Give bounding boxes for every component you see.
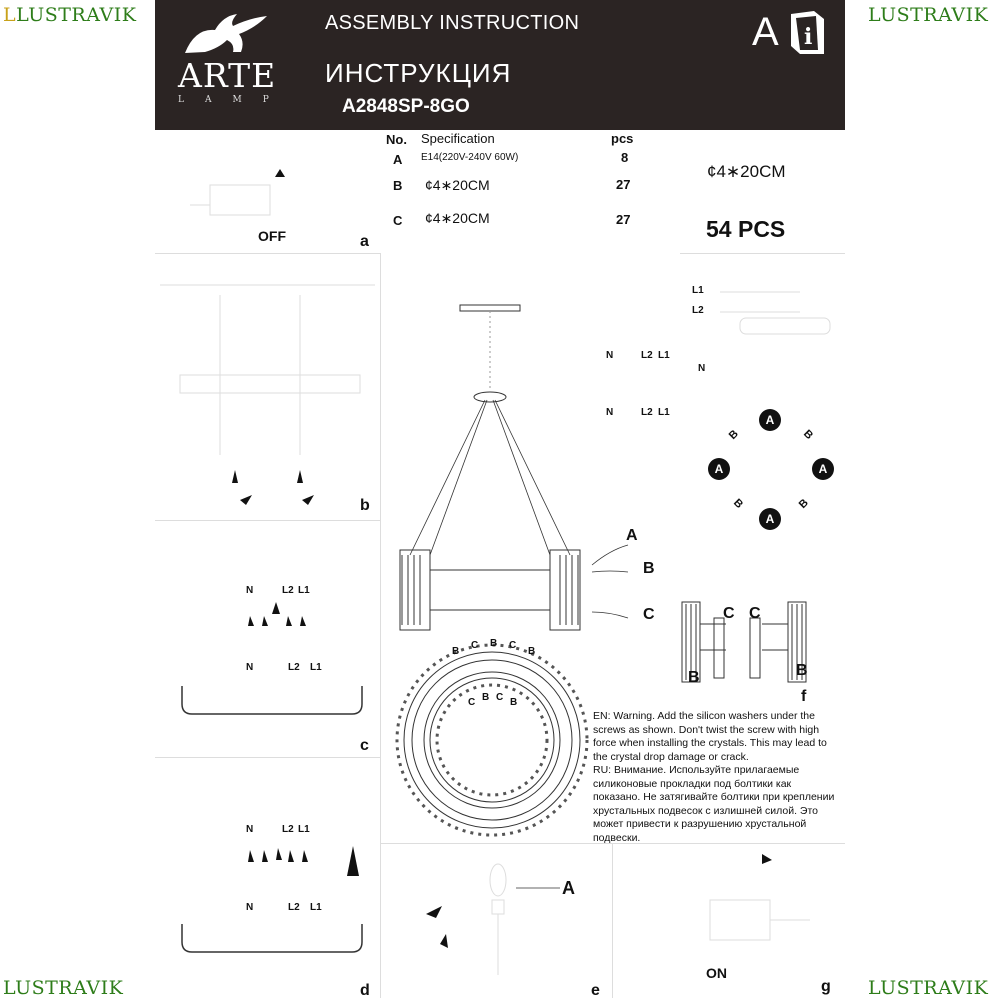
griffin-logo-icon bbox=[175, 8, 275, 58]
row-b-no: B bbox=[393, 178, 403, 193]
terminal-block bbox=[720, 290, 840, 350]
step-g-label: g bbox=[821, 978, 831, 995]
mid-wire-l2-bottom: L2 bbox=[641, 407, 653, 418]
watermark-bottom-right: LUSTRAVIK bbox=[868, 977, 989, 999]
row-a-spec: E14(220V-240V 60W) bbox=[421, 152, 519, 163]
warning-note bbox=[593, 710, 841, 845]
c-canopy bbox=[180, 684, 365, 718]
row-c-no: C bbox=[393, 213, 403, 228]
arrow-icon bbox=[240, 495, 252, 505]
step-a-diagram bbox=[180, 165, 370, 235]
f-part-c-right: C bbox=[749, 605, 761, 622]
arrow-icon bbox=[302, 495, 314, 505]
arrow-icon bbox=[440, 934, 448, 948]
warning-ru: RU: Внимание. Используйте прилагаемые силиконовые прокладки под болтики как показано. Не затягивайте болтики при креплении хрустальных подвесок с излишней силой. Это может привести к разрушению хрустальной подвески. bbox=[593, 764, 835, 844]
c-wire-l1-top: L1 bbox=[298, 585, 310, 596]
chandelier-drawing bbox=[390, 265, 605, 645]
ring-b-1: B bbox=[452, 646, 460, 657]
title-en: ASSEMBLY INSTRUCTION bbox=[325, 12, 580, 34]
d-wire-n-bottom: N bbox=[246, 902, 254, 913]
layout-a-3: A bbox=[818, 462, 828, 476]
col-spec: Specification bbox=[421, 131, 495, 146]
mid-wire-l1-bottom: L1 bbox=[658, 407, 670, 418]
f-part-b-left: B bbox=[688, 669, 700, 686]
part-a-label: A bbox=[626, 527, 638, 544]
c-wire-l1-bottom: L1 bbox=[310, 662, 322, 673]
row-b-pcs: 27 bbox=[616, 177, 631, 192]
step-a-label: a bbox=[360, 233, 369, 250]
mid-wire-n-top: N bbox=[606, 350, 614, 361]
step-e-label: e bbox=[591, 982, 600, 999]
ring-top-view bbox=[395, 640, 590, 840]
right-wire-l2: L2 bbox=[692, 305, 704, 316]
brand-name: ARTE bbox=[178, 56, 277, 95]
step-g-diagram bbox=[680, 850, 820, 960]
arrow-icon bbox=[762, 854, 772, 864]
arrow-icon bbox=[275, 169, 285, 177]
ring-c-3: C bbox=[468, 697, 476, 708]
step-b-label: b bbox=[360, 497, 370, 514]
warning-en: EN: Warning. Add the silicon washers under the screws as shown. Don't twist the screw with high force when installing the crystals. This may lead to the crystal drop damage or crack. bbox=[593, 710, 827, 763]
step-e-diagram bbox=[420, 860, 570, 980]
layout-b-1: B bbox=[726, 427, 741, 442]
info-letter: i bbox=[804, 24, 813, 50]
d-wire-l1-top: L1 bbox=[298, 824, 310, 835]
step-d-label: d bbox=[360, 982, 370, 999]
part-c-label: C bbox=[643, 606, 655, 623]
pointer-lines bbox=[590, 540, 630, 630]
ring-b-5: B bbox=[510, 697, 518, 708]
arrow-icon bbox=[297, 470, 303, 483]
title-ru: ИНСТРУКЦИЯ bbox=[325, 58, 512, 88]
step-a-state: OFF bbox=[258, 228, 286, 244]
arrow-icon bbox=[232, 470, 238, 483]
f-part-b-right: B bbox=[796, 662, 808, 679]
layout-b-2: B bbox=[801, 427, 816, 442]
step-b-diagram bbox=[160, 255, 375, 515]
c-connector-arrows bbox=[240, 600, 320, 630]
c-wire-l2-bottom: L2 bbox=[288, 662, 300, 673]
info-book-icon bbox=[788, 10, 828, 56]
step-e-part: A bbox=[562, 878, 575, 898]
layout-a-4: A bbox=[765, 512, 775, 526]
spec-table bbox=[383, 130, 643, 240]
layout-a-2: A bbox=[714, 462, 724, 476]
part-b-label: B bbox=[643, 560, 655, 577]
d-connector-arrows bbox=[240, 842, 370, 882]
row-c-spec: ¢4∗20CM bbox=[425, 210, 490, 226]
row-a-pcs: 8 bbox=[621, 150, 629, 165]
layout-b-3: B bbox=[731, 496, 746, 511]
ring-c-4: C bbox=[496, 692, 504, 703]
step-c-label: c bbox=[360, 737, 369, 754]
total-pcs: 54 PCS bbox=[706, 216, 786, 242]
right-wire-l1: L1 bbox=[692, 285, 704, 296]
brand-sub: LAMP bbox=[178, 95, 290, 105]
watermark-top-left: LLUSTRAVIK bbox=[3, 4, 137, 26]
row-b-spec: ¢4∗20CM bbox=[425, 177, 490, 193]
layout-a-1: A bbox=[765, 413, 775, 427]
arrow-icon bbox=[426, 906, 442, 918]
manual-letter: A bbox=[752, 10, 779, 54]
ring-c-1: C bbox=[471, 640, 479, 651]
mid-wire-l2-top: L2 bbox=[641, 350, 653, 361]
model-number: A2848SP-8GO bbox=[342, 96, 470, 117]
c-wire-n-bottom: N bbox=[246, 662, 254, 673]
ring-b-3: B bbox=[528, 646, 536, 657]
d-wire-l2-top: L2 bbox=[282, 824, 294, 835]
push-up-arrow-icon bbox=[347, 846, 359, 876]
f-part-c-left: C bbox=[723, 605, 735, 622]
ring-b-2: B bbox=[490, 638, 498, 649]
mid-wire-n-bottom: N bbox=[606, 407, 614, 418]
crystal-size: ¢4∗20CM bbox=[707, 162, 786, 181]
step-f-label: f bbox=[801, 688, 807, 705]
c-wire-l2-top: L2 bbox=[282, 585, 294, 596]
layout-b-4: B bbox=[796, 496, 811, 511]
watermark-top-right: LUSTRAVIK bbox=[868, 4, 989, 26]
ring-c-2: C bbox=[509, 640, 517, 651]
crystal-layout bbox=[700, 400, 845, 535]
d-canopy bbox=[180, 922, 365, 956]
step-g-state: ON bbox=[706, 965, 727, 981]
watermark-bottom-left: LUSTRAVIK bbox=[3, 977, 124, 999]
mid-wire-l1-top: L1 bbox=[658, 350, 670, 361]
row-a-no: A bbox=[393, 152, 403, 167]
col-no: No. bbox=[386, 132, 407, 147]
c-wire-n-top: N bbox=[246, 585, 254, 596]
d-wire-l1-bottom: L1 bbox=[310, 902, 322, 913]
ring-b-4: B bbox=[482, 692, 490, 703]
d-wire-l2-bottom: L2 bbox=[288, 902, 300, 913]
right-wire-n: N bbox=[698, 363, 706, 374]
row-c-pcs: 27 bbox=[616, 212, 631, 227]
col-pcs: pcs bbox=[611, 131, 634, 146]
d-wire-n-top: N bbox=[246, 824, 254, 835]
